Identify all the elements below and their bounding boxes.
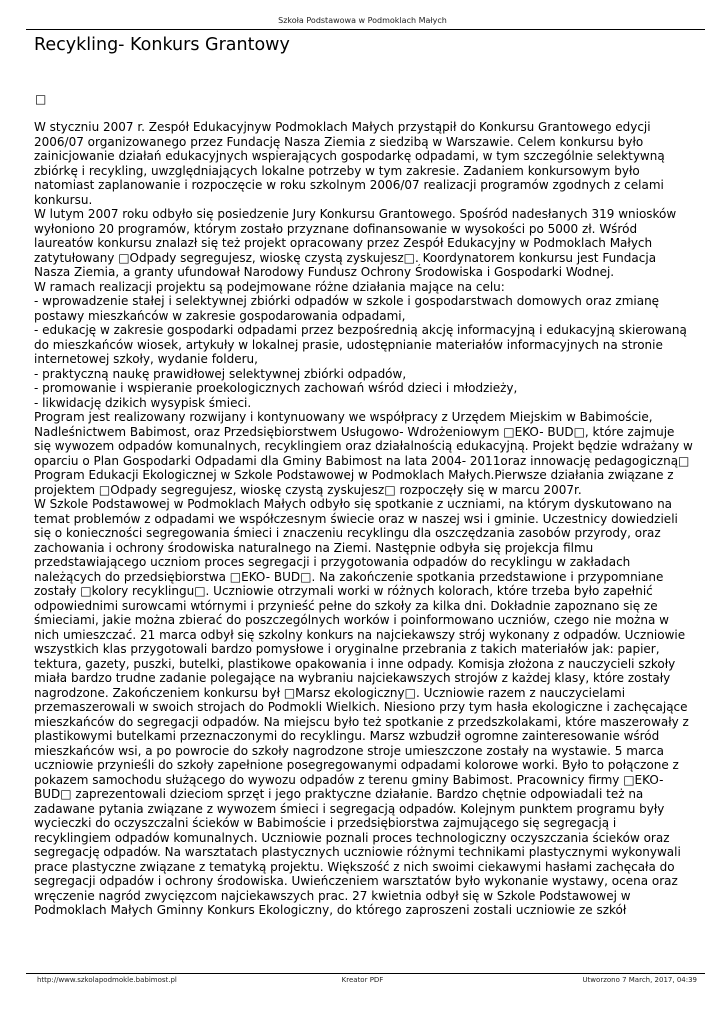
- list-item: - promowanie i wspieranie proekologicznych zachowań wśród dzieci i młodzieży,: [34, 381, 518, 395]
- placeholder-glyph: □: [35, 92, 47, 106]
- footer-divider: [26, 973, 705, 974]
- list-item: - edukację w zakresie gospodarki odpadami przez bezpośrednią akcję informacyjną i edukacyjną skierowaną do mieszkańców wiosek, artykuły w lokalnej prasie, udostępnianie materiałów informacyjnych na stronie internetowej szkoły, wydanie folderu,: [34, 323, 687, 366]
- paragraph: Program jest realizowany rozwijany i kontynuowany we współpracy z Urzędem Miejskim w Babimoście, Nadleśnictwem Babimost, oraz Przedsiębiorstwem Usługowo- Wdrożeniowym □EKO- BUD□, które zajmuje się wywozem odpadów komunalnych, recyklingiem oraz działalnością edukacyjną. Projekt będzie wdrażany w oparciu o Plan Gospodarki Odpadami dla Gminy Babimost na lata 2004- 2011oraz innowację pedagogiczną□ Program Edukacji Ekologicznej w Szkole Podstawowej w Podmoklach Małych.Pierwsze działania związane z projektem □Odpady segregujesz, wioskę czystą zyskujesz□ rozpoczęły się w marcu 2007r.: [34, 410, 693, 497]
- site-name: Szkoła Podstawowa w Podmoklach Małych: [278, 16, 447, 25]
- list-item: - wprowadzenie stałej i selektywnej zbiórki odpadów w szkole i gospodarstwach domowych oraz zmianę postawy mieszkańców w zakresie gospodarowania odpadami,: [34, 294, 660, 323]
- paragraph: W lutym 2007 roku odbyło się posiedzenie Jury Konkursu Grantowego. Spośród nadesłanych 319 wniosków wyłoniono 20 programów, którym zostało przyznane dofinansowanie w wysokości po 5000 zł. Wśród laureatów konkursu znalazł się też projekt opracowany przez Zespół Edukacyjny w Podmoklach Małych zatytułowany □Odpady segregujesz, wioskę czystą zyskujesz□. Koordynatorem konkursu jest Fundacja Nasza Ziemia, a granty ufundował Narodowy Fundusz Ochrony Środowiska i Gospodarki Wodnej.: [34, 207, 677, 279]
- list-item: - likwidację dzikich wysypisk śmieci.: [34, 395, 252, 410]
- footer-created-date: Utworzono 7 March, 2017, 04:39: [582, 976, 697, 984]
- list-item: - praktyczną naukę prawidłowej selektywnej zbiórki odpadów,: [34, 366, 407, 381]
- article-body: [34, 120, 694, 971]
- paragraph: W Szkole Podstawowej w Podmoklach Małych odbyło się spotkanie z uczniami, na którym dyskutowano na temat problemów z odpadami we współczesnym świecie oraz w naszej wsi i gminie. Uczestnicy dowiedzieli się o konieczności segregowania śmieci i znaczeniu recyklingu dla oszczędzania zasobów przyrody, oraz zachowania i ochrony środowiska naturalnego na Ziemi. Następnie odbyła się projekcja filmu przedstawiającego uczniom proces segregacji i przygotowania odpadów do recyklingu w zakładach należących do przedsiębiorstwa □EKO- BUD□. Na zakończenie spotkania przedstawione i przypomniane zostały □kolory recyklingu□. Uczniowie otrzymali worki w różnych kolorach, które trzeba było zapełnić odpowiednimi surowcami wtórnymi i przynieść pełne do szkoły za kilka dni. Dokładnie zapoznano się ze śmieciami, jakie można zbierać do poszczególnych worków i poinformowano uczniów, czego nie można w nich umieszczać. 21 marca odbył się szkolny konkurs na najciekawszy strój wykonany z odpadów. Uczniowie wszystkich klas przygotowali bardzo pomysłowe i oryginalne przebrania z takich materiałów jak: papier, tektura, gazety, puszki, butelki, plastikowe opakowania i inne odpady. Komisja złożona z nauczycieli szkoły miała bardzo trudne zadanie polegające na wybraniu najciekawszych strojów z każdej klasy, które zostały nagrodzone. Zakończeniem konkursu był □Marsz ekologiczny□. Uczniowie razem z nauczycielami przemaszerowali w swoich strojach do Podmokli Wielkich. Niesiono przy tym hasła ekologiczne i zachęcające mieszkańców do segregacji odpadów. Na miejscu było też spotkanie z przedszkolakami, które maszerowały z plastikowymi butelkami przeznaczonymi do recyklingu. Marsz wzbudził ogromne zainteresowanie wśród mieszkańców wsi, a po powrocie do szkoły nagrodzone stroje umieszczone zostały na wystawie. 5 marca uczniowie przynieśli do szkoły zapełnione posegregowanymi odpadami kolorowe worki. Było to połączone z pokazem samochodu służącego do wywozu odpadów z terenu gminy Babimost. Pracownicy firmy □EKO-BUD□ zaprezentowali dzieciom sprzęt i jego praktyczne działanie. Bardzo chętnie odpowiadali też na zadawane pytania związane z wywozem śmieci i segregacją odpadów. Kolejnym punktem programu były wycieczki do oczyszczalni ścieków w Babimoście i przedsiębiorstwa zajmującego się segregacją i recyklingiem odpadów komunalnych. Uczniowie poznali proces technologiczny oczyszczania ścieków oraz segregację odpadów. Na warsztatach plastycznych uczniowie różnymi technikami plastycznymi wykonywali prace plastyczne związane z tematyką projektu. Większość z nich swoimi ciekawymi hasłami zachęcała do segregacji odpadów i ochrony środowiska. Uwieńczeniem warsztatów było wykonanie wystawy, ocena oraz wręczenie nagród zwycięzcom najciekawszych prac. 27 kwietnia odbył się w Szkole Podstawowej w Podmoklach Małych Gminny Konkurs Ekologiczny, do którego zaproszeni zostali uczniowie ze szkół: [34, 497, 689, 917]
- footer-generator: Kreator PDF: [341, 976, 384, 984]
- article-title: Recykling- Konkurs Grantowy: [34, 35, 290, 55]
- header-divider: [26, 29, 705, 30]
- footer-url[interactable]: http://www.szkolapodmokle.babimost.pl: [37, 976, 177, 984]
- paragraph: W ramach realizacji projektu są podejmowane różne działania mające na celu:: [34, 279, 505, 294]
- page-header: [0, 16, 725, 25]
- paragraph: W styczniu 2007 r. Zespół Edukacyjnyw Podmoklach Małych przystąpił do Konkursu Grantowego edycji 2006/07 organizowanego przez Fundację Nasza Ziemia z siedzibą w Warszawie. Celem konkursu było zainicjowanie działań edukacyjnych wspierających gospodarkę odpadami, w tym szczególnie selektywną zbiórkę i recykling, uwzględniających lokalne potrzeby w tym zakresie. Zadaniem konkursowym było natomiast zaplanowanie i rozpoczęcie w roku szkolnym 2006/07 realizacji programów zgodnych z celami konkursu.: [34, 120, 665, 207]
